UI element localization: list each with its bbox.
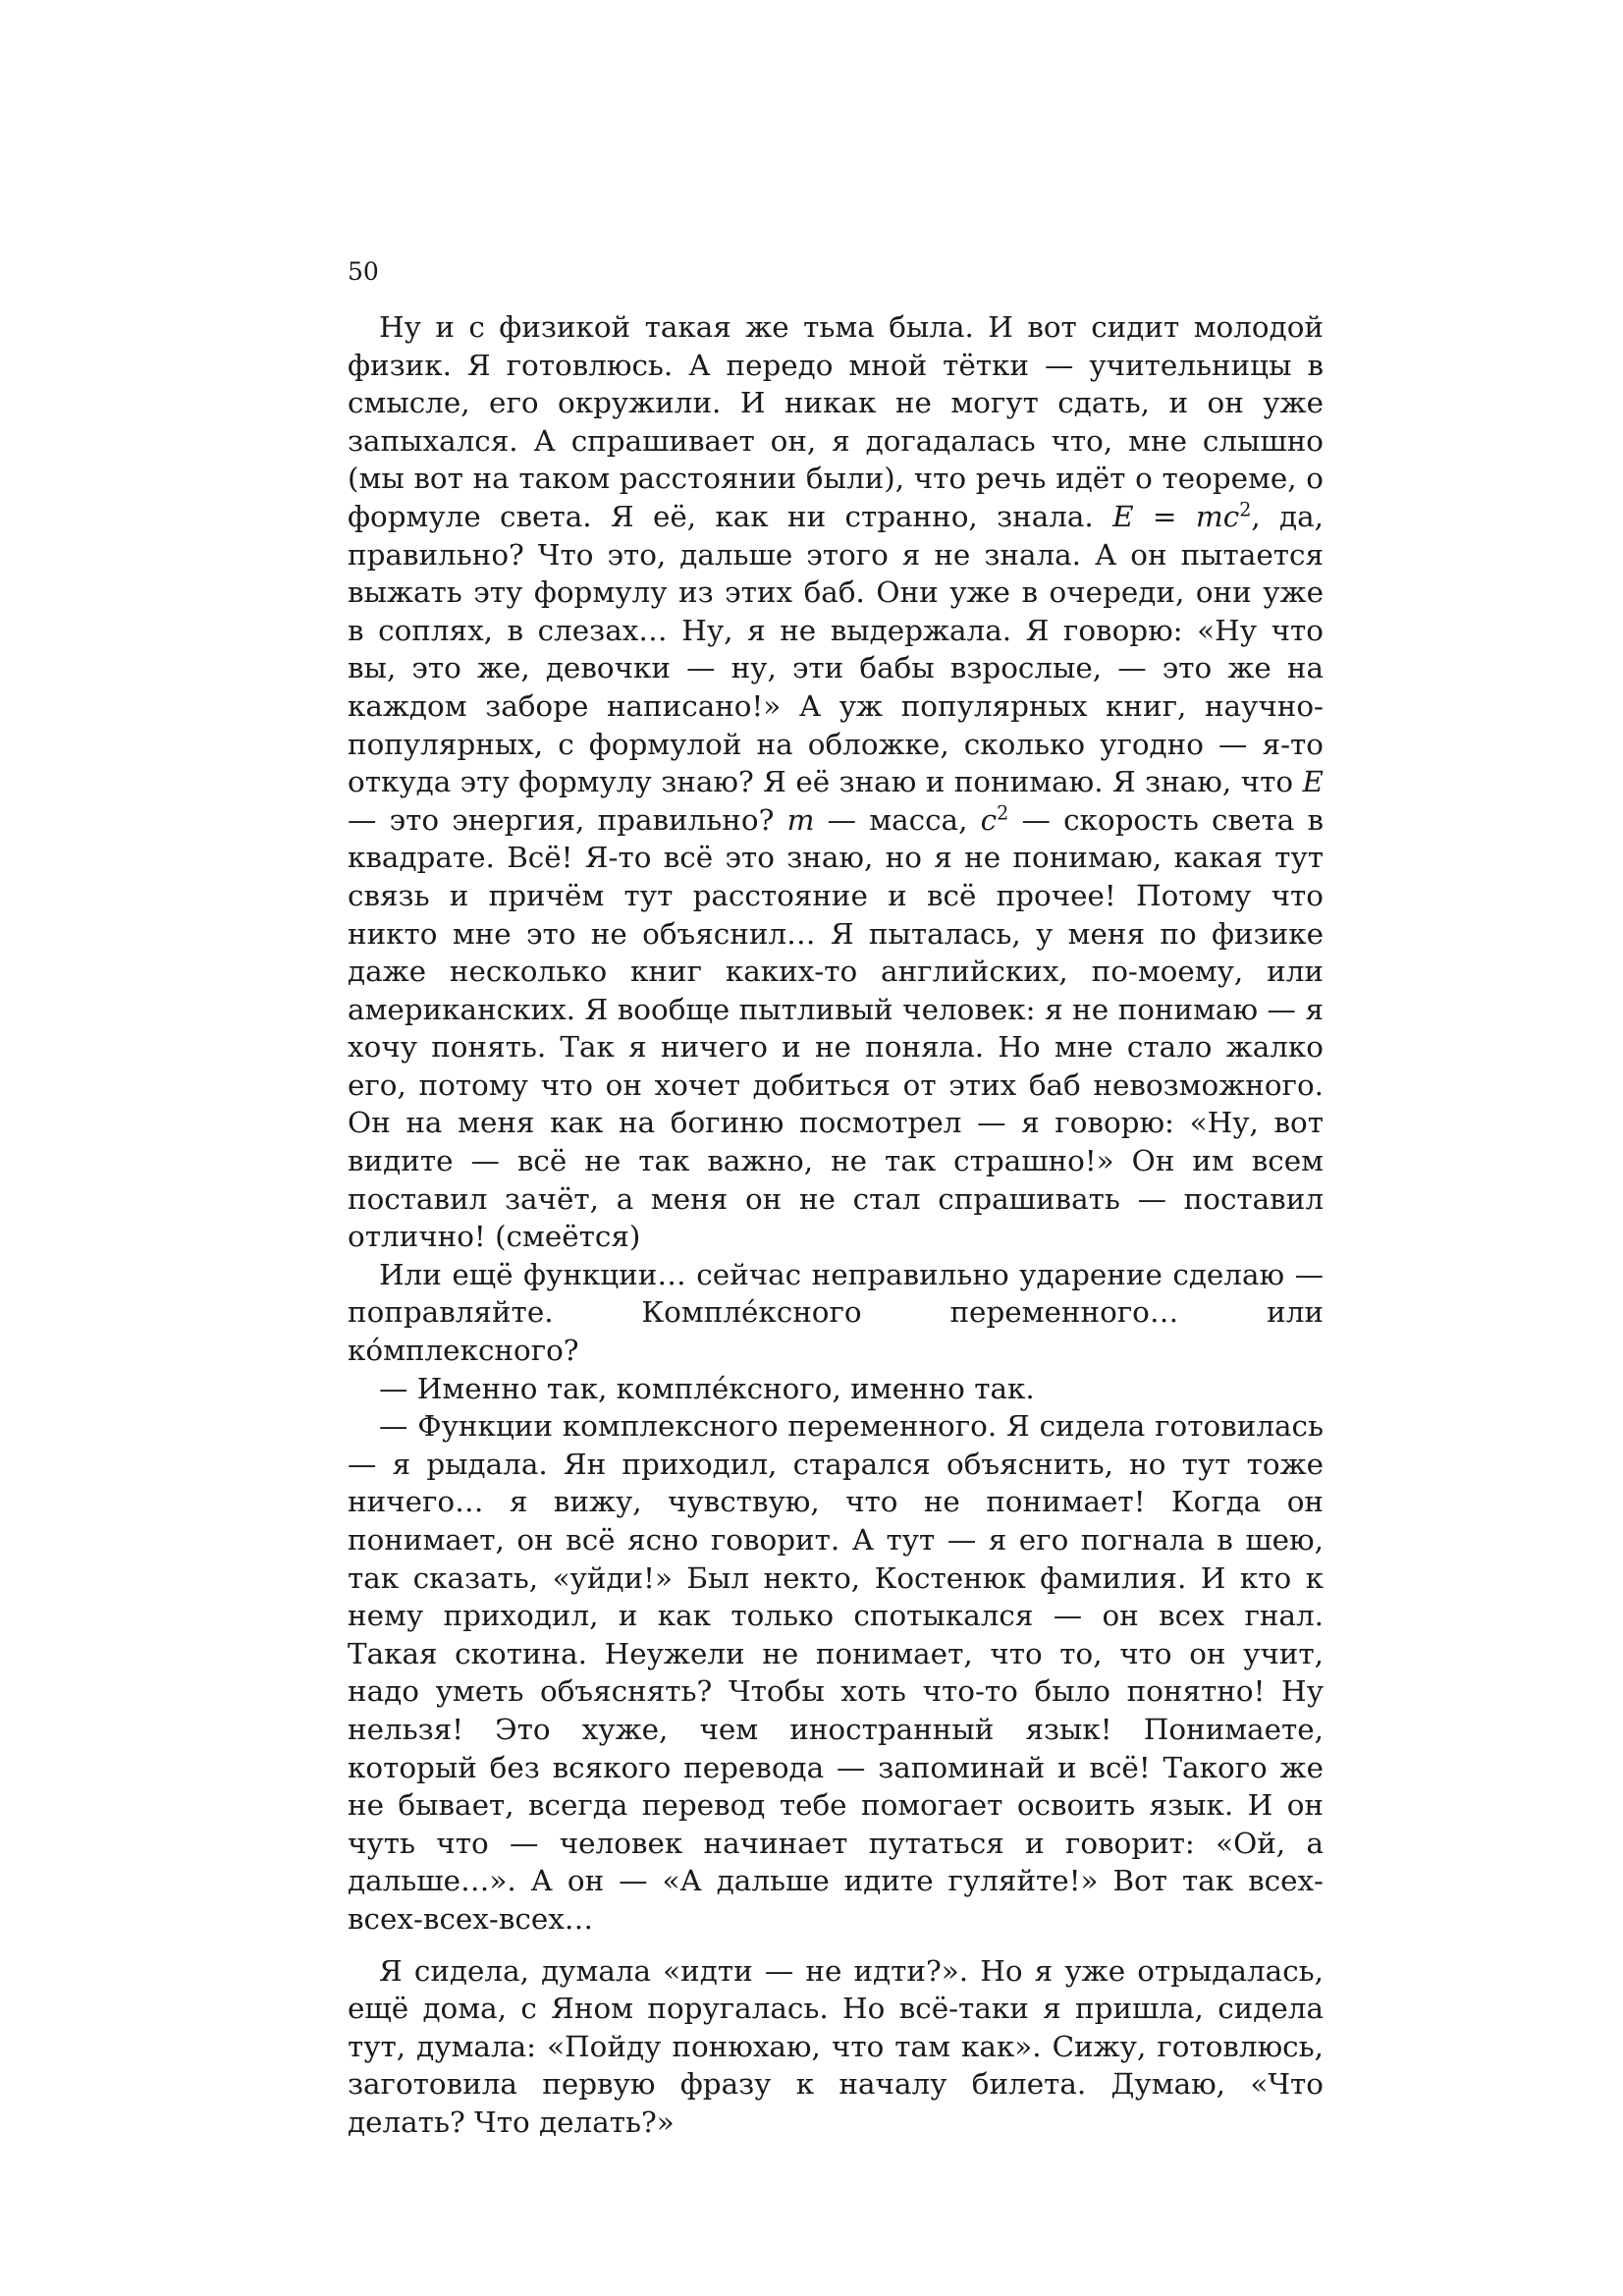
speed-variable: c [980,802,998,837]
page-body [348,308,1324,2142]
formula-equals: = [1133,499,1196,533]
formula-exponent: 2 [1239,498,1252,521]
page-number: 50 [348,257,379,286]
energy-variable: E [1302,765,1324,799]
paragraph-5: Я сидела, думала «идти — не идти?». Но я уже отрыдалась, ещё дома, с Яном поругалась. Но всё-таки я пришла, сидела тут, думала: «Пойду понюхаю, что там как». Сижу, готовлюсь, заготовила первую фразу к началу билета. Думаю, «Что делать? Что делать?» [348,1953,1324,2139]
paragraph-4: — Функции комплексного переменного. Я сидела готовилась — я рыдала. Ян приходил, старался объяснить, но тут тоже ничего… я вижу, чувствую, что не понимает! Когда он понимает, он всё ясно говорит. А тут — я его погнала в шею, так сказать, «уйди!» Был некто, Костенюк фамилия. И кто к нему приходил, и как только спотыкался — он всех гнал. Такая скотина. Неужели не понимает, что то, что он учит, надо уметь объяснять? Чтобы хоть что-то было понятно! Ну нельзя! Это хуже, чем иностранный язык! Понимаете, который без всякого перевода — запоминай и всё! Такого же не бывает, всегда перевод тебе помогает освоить язык. И он чуть что — человек начинает путаться и говорит: «Ой, а дальше…». А он — «А дальше идите гуляйте!» Вот так всех-всех-всех-всех… [348,1409,1324,1936]
paragraph-1-part-e: — скорость света в квадрате. Всё! Я-то всё это знаю, но я не понимаю, какая тут связь и причём тут расстояние и всё прочее! Потому что никто мне это не объяснил… Я пыталась, у меня по физике даже несколько книг каких-то английских, по-моему, или американских. Я вообще пытливый человек: я не понимаю — я хочу понять. Так я ничего и не поняла. Но мне стало жалко его, потому что он хочет добиться от этих баб невозможного. Он на меня как на богиню посмотрел — я говорю: «Ну, вот видите — всё не так важно, не так страшно!» Он им всем поставил зачёт, а меня он не стал спрашивать — поставил отлично! (смеётся) [348,802,1325,1254]
paragraph-3: — Именно так, компле́ксного, именно так. [379,1371,1035,1405]
mass-variable: m [786,802,815,837]
paragraph-1-part-a: Ну и с физикой такая же тьма была. И вот сидит молодой физик. Я готовлюсь. А передо мной тётки — учительницы в смысле, его окружили. И никак не могут сдать, и он уже запыхался. А спрашивает он, я догадалась что, мне слышно (мы вот на таком расстоянии были), что речь идёт о теореме, о формуле света. Я её, как ни странно, знала. [348,310,1324,533]
paragraph-1-part-c: — это энергия, правильно? [348,802,787,837]
formula-mc: mc [1195,499,1240,533]
paragraph-1-part-b: , да, правильно? Что это, дальше этого я не знала. А он пытается выжать эту формулу из этих баб. Они уже в очереди, они уже в соплях, в слезах… Ну, я не выдержала. Я говорю: «Ну что вы, это же, девочки — ну, эти бабы взрослые, — это же на каждом заборе написано!» А уж популярных книг, научно-популярных, с формулой на обложке, сколько угодно — я-то откуда эту формулу знаю? Я её знаю и понимаю. Я знаю, что [348,499,1325,799]
paragraph-1-part-d: — масса, [814,802,981,837]
formula-e-variable: E [1112,499,1134,533]
paragraph-2: Или ещё функции… сейчас неправильно ударение сделаю — поправляйте. Компле́ксного переменного… или ко́мплексного? [348,1257,1324,1368]
speed-exponent: 2 [997,801,1009,825]
paragraph-1 [348,308,1324,1256]
